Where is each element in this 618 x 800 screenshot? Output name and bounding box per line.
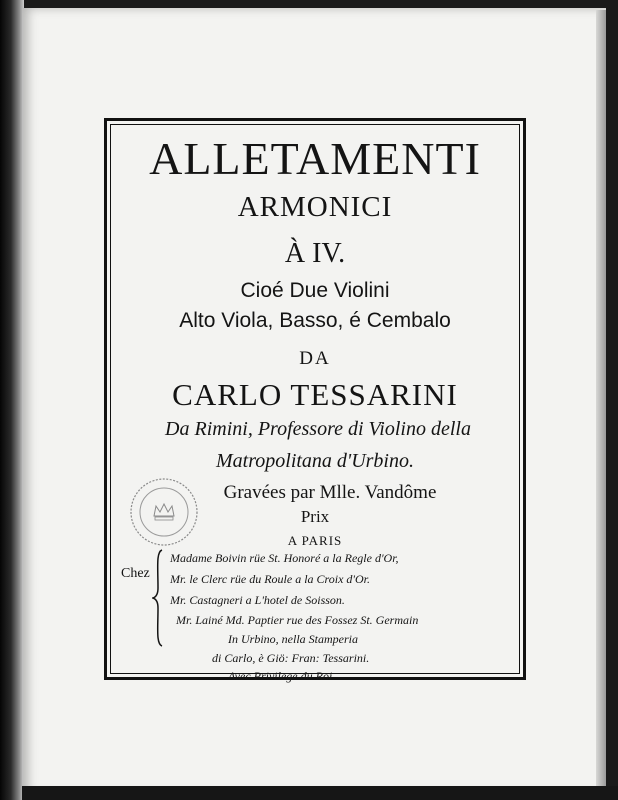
seller-line: di Carlo, è Giö: Fran: Tessarini. bbox=[212, 651, 370, 665]
seller-line: Madame Boivin rüe St. Honoré a la Regle d'Or, bbox=[170, 551, 399, 565]
book-spine bbox=[0, 0, 24, 800]
seller-line: Mr. Lainé Md. Paptier rue des Fossez St. Germain bbox=[176, 613, 419, 627]
scoring-line-1: Cioé Due Violini bbox=[240, 279, 390, 302]
seller-line: Mr. Castagneri a L'hotel de Soisson. bbox=[170, 593, 345, 607]
engraver-credit: Gravées par Mlle. Vandôme bbox=[223, 482, 437, 503]
bottom-edge bbox=[22, 786, 618, 800]
title: ALLETAMENTI bbox=[149, 133, 481, 184]
affiliation-line-2: Matropolitana d'Urbino. bbox=[216, 450, 414, 472]
privilege-line: Avec Privilege du Roi. bbox=[228, 669, 336, 683]
price-label: Prix bbox=[300, 507, 330, 526]
affiliation-line-1: Da Rimini, Professore di Violino della bbox=[165, 418, 471, 440]
da-label: DA bbox=[299, 348, 331, 369]
subtitle: ARMONICI bbox=[237, 191, 393, 223]
brace-icon bbox=[152, 548, 164, 648]
library-stamp-icon bbox=[128, 476, 200, 548]
seller-line: In Urbino, nella Stamperia bbox=[228, 632, 358, 646]
page-edge bbox=[596, 10, 606, 790]
parts-count: À IV. bbox=[284, 238, 346, 269]
place-label: A PARIS bbox=[287, 533, 343, 548]
chez-label: Chez bbox=[121, 566, 150, 581]
seller-line: Mr. le Clerc rüe du Roule a la Croix d'Or. bbox=[170, 572, 370, 586]
composer-name: CARLO TESSARINI bbox=[172, 377, 458, 412]
scoring-line-2: Alto Viola, Basso, é Cembalo bbox=[179, 309, 451, 332]
